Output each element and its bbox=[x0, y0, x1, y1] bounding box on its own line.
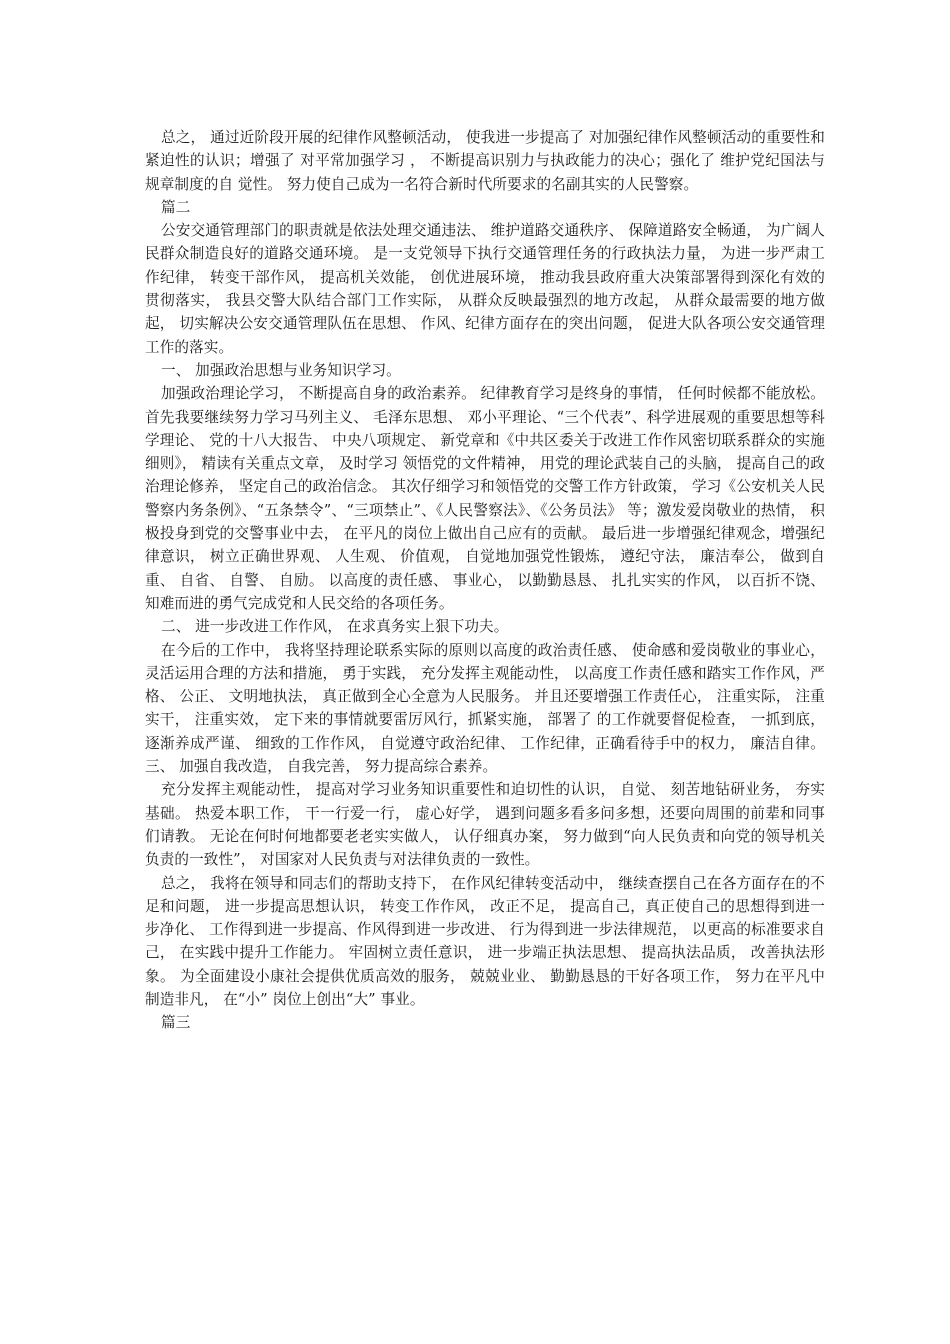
paragraph-summary-2: 总之， 我将在领导和同志们的帮助支持下， 在作风纪律转变活动中， 继续查摆自己在各方面存在的不足和问题， 进一步提高思想认识， 转变工作作风， 改正不足， 提高自己，真正使自己的思想得到进一步净化、 工作得到进一步提高、作风得到进一步改进、 行为得到进一步法律规范， 以更高的标准要求自己， 在实践中提升工作能力。 牢固树立责任意识， 进一步端正执法思想、 提高执法品质， 改善执法形象。 为全面建设小康社会提供优质高效的服务， 兢兢业业、 勤勤恳恳的干好各项工作， 努力在平凡中制造非凡， 在“小” 岗位上创出“大” 事业。 bbox=[145, 874, 825, 1008]
paragraph-study: 加强政治理论学习， 不断提高自身的政治素养。 纪律教育学习是终身的事情， 任何时候都不能放松。 首先我要继续努力学习马列主义、 毛泽东思想、 邓小平理论、“三个代表”、科学进展观的重要思想等科学理论、 党的十八大报告、 中央八项规定、 新党章和《中共区委关于改进工作作风密切联系群众的实施细则》， 精读有关重点文章， 及时学习 领悟党的文件精神， 用党的理论武装自己的头脑， 提高自己的政治理论修养， 坚定自己的政治信念。 其次仔细学习和领悟党的交警工作方针政策， 学习《公安机关人民警察内务条例》、“五条禁令”、“三项禁止”、《人民警察法》、《公务员法》 等；激发爱岗敬业的热情， 积极投身到党的交警事业中去， 在平凡的岗位上做出自己应有的贡献。 最后进一步增强纪律观念，增强纪律意识， 树立正确世界观、 人生观、 价值观， 自觉地加强党性锻炼， 遵纪守法， 廉洁奉公， 做到自重、 自省、 自警、 自励。 以高度的责任感、 事业心， 以勤勤恳恳、 扎扎实实的作风， 以百折不饶、 知难而进的勇气完成党和人民交给的各项任务。 bbox=[145, 385, 825, 612]
section-heading-part-three: 篇三 bbox=[161, 1014, 191, 1032]
paragraph-work-style: 在今后的工作中， 我将坚持理论联系实际的原则以高度的政治责任感、 使命感和爱岗敬业的事业心， 灵活运用合理的方法和措施， 勇于实践， 充分发挥主观能动性， 以高度工作责任感和踏实工作作风，严格、 公正、 文明地执法， 真正做到全心全意为人民服务。 并且还要增强工作责任心， 注重实际， 注重实干， 注重实效， 定下来的事情就要雷厉风行，抓紧实施， 部署了 的工作就要督促检查， 一抓到底， 逐渐养成严谨、 细致的工作作风， 自觉遵守政治纪律、 工作纪律，正确看待手中的权力， 廉洁自律。 三、 加强自我改造， 自我完善， 努力提高综合素养。 bbox=[145, 641, 825, 776]
section-heading-1: 一、 加强政治思想与业务知识学习。 bbox=[161, 361, 401, 379]
document-body bbox=[145, 126, 825, 1035]
paragraph-intro: 公安交通管理部门的职责就是依法处理交通违法、 维护道路交通秩序、 保障道路安全畅通， 为广阔人民群众制造良好的道路交通环境。 是一支党领导下执行交通管理任务的行政执法力量， 为进一步严肃工作纪律， 转变干部作风， 提高机关效能， 创优进展环境， 推动我县政府重大决策部署得到深化有效的贯彻落实， 我县交警大队结合部门工作实际， 从群众反映最强烈的地方改起， 从群众最需要的地方做起， 切实解决公安交通管理队伍在思想、 作风、纪律方面存在的突出问题， 促进大队各项公安交通管理工作的落实。 bbox=[145, 222, 825, 356]
paragraph-summary-1: 总之， 通过近阶段开展的纪律作风整顿活动， 使我进一步提高了 对加强纪律作风整顿活动的重要性和紧迫性的认识；增强了 对平常加强学习 ， 不断提高识别力与执政能力的决心；强化了 维护党纪国法与规章制度的自 觉性。 努力使自己成为一名符合新时代所要求的名副其实的人民警察。 bbox=[145, 129, 825, 193]
paragraph-initiative: 充分发挥主观能动性， 提高对学习业务知识重要性和迫切性的认识， 自觉、 刻苦地钻研业务， 夯实基础。 热爱本职工作， 干一行爱一行， 虚心好学， 遇到问题多看多问多想，还要向周围的前辈和同事们请教。 无论在何时何地都要老老实实做人， 认仔细真办案， 努力做到“向人民负责和向党的领导机关负责的一致性”， 对国家对人民负责与对法律负责的一致性。 bbox=[145, 781, 825, 869]
section-heading-2: 二、 进一步改进工作作风， 在求真务实上狠下功夫。 bbox=[161, 618, 509, 636]
section-heading-part-two: 篇二 bbox=[161, 198, 191, 216]
